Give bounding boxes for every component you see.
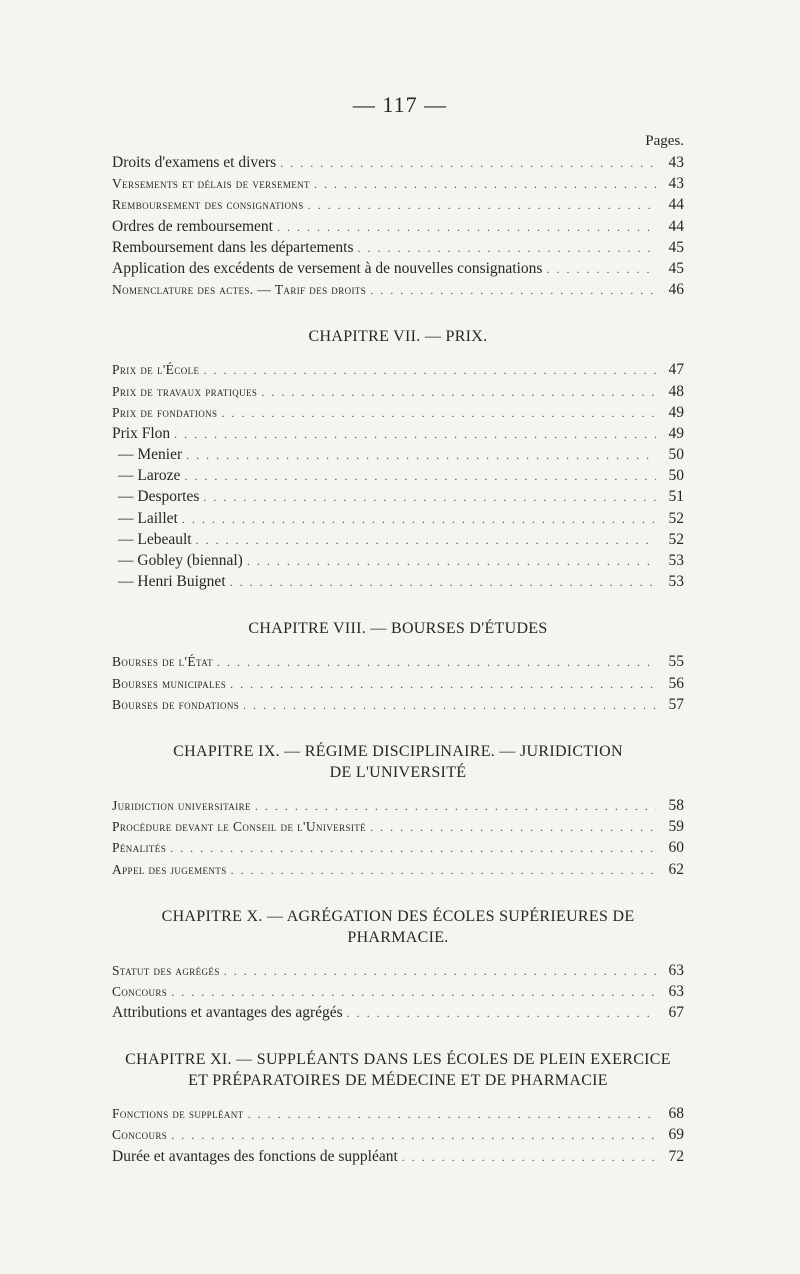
toc-entry-title: Concours [112,1127,168,1143]
toc-entry-page: 44 [668,217,684,235]
dot-leader [217,652,656,673]
toc-entry [112,529,684,550]
dot-leader [171,982,656,1003]
toc-entry-title: — Gobley (biennal) [118,552,243,569]
table-of-contents [112,130,684,1167]
toc-entry-page: 69 [668,1126,684,1144]
toc-entry [112,651,684,672]
toc-entry-page: 72 [668,1147,684,1165]
toc-entry [112,465,684,486]
dot-leader [347,1003,656,1024]
toc-entry-title: Appel des jugements [112,861,227,877]
toc-entry-title: — Laroze [118,467,181,485]
dot-leader [255,796,656,817]
chapter-heading-line: CHAPITRE VII. — PRIX. [308,328,488,346]
toc-entry [112,486,684,507]
toc-entry [112,423,684,444]
dot-leader [221,403,656,424]
toc-entry-title: Prix de travaux pratiques [112,383,258,399]
toc-entry-page: 43 [668,175,684,193]
toc-entry-title: — Lebeault [118,530,192,548]
toc-entry [112,237,684,258]
toc-entry [112,837,684,858]
toc-entry [112,216,684,237]
toc-entry-title: Bourses de fondations [112,696,240,712]
dot-leader [231,860,656,881]
toc-entry [112,152,684,173]
toc-entry-page: 47 [668,361,684,379]
toc-entry-title: Concours [112,983,168,999]
toc-entry [112,1146,684,1167]
toc-entry-title: Bourses municipales [112,675,227,691]
dot-leader [186,445,656,466]
toc-entry-page: 63 [668,961,684,979]
toc-entry-page: 52 [668,509,684,527]
toc-entry-page: 59 [668,818,684,836]
toc-entry [112,859,684,880]
toc-entry-page: 52 [668,530,684,548]
toc-entry [112,258,684,279]
toc-entry [112,1124,684,1145]
dot-leader [308,195,656,216]
toc-entry-page: 50 [668,467,684,485]
chapter-heading [112,618,684,639]
toc-entry-title: Juridiction universitaire [112,797,251,813]
toc-entry [112,673,684,694]
toc-entry-title: Statut des agrégés [112,962,220,978]
toc-entry [112,1103,684,1124]
toc-entry-title: Bourses de l'État [112,654,214,670]
toc-entry-page: 60 [668,839,684,857]
dot-leader [243,695,656,716]
toc-entry [112,173,684,194]
dot-leader [230,674,656,695]
chapter-heading [112,1049,684,1091]
toc-entry [112,694,684,715]
toc-entry-page: 53 [668,573,684,591]
dot-leader [170,838,656,859]
dot-leader [230,572,656,593]
toc-entry-page: 50 [668,446,684,464]
chapter-heading [112,906,684,948]
toc-entry-page: 68 [668,1105,684,1123]
toc-entry-title: — Desportes [118,488,200,506]
toc-entry [112,795,684,816]
toc-entry-title: Ordres de remboursement [112,217,273,235]
dot-leader [224,961,656,982]
dot-leader [402,1147,656,1168]
toc-entry-title: Application des excédents de versement à de nouvelles consignations [112,259,543,277]
chapter-heading-line: CHAPITRE VIII. — BOURSES D'ÉTUDES [248,620,548,638]
dot-leader [203,360,656,381]
toc-entry-page: 67 [668,1004,684,1022]
dot-leader [203,487,656,508]
toc-entry-page: 45 [668,259,684,277]
chapter-heading-line: CHAPITRE X. — AGRÉGATION DES ÉCOLES SUPÉRIEURES DE PHARMACIE. [161,907,635,946]
toc-entry-title: Fonctions de suppléant [112,1106,244,1122]
toc-entry-title: Durée et avantages des fonctions de suppléant [112,1147,398,1165]
dot-leader [174,424,656,445]
dot-leader [370,817,656,838]
page-number: — 117 — [352,92,448,117]
dot-leader [247,551,656,572]
toc-entry [112,402,684,423]
dot-leader [546,259,656,280]
toc-entry [112,194,684,215]
toc-entry-page: 46 [668,281,684,299]
toc-entry-page: 58 [668,796,684,814]
chapter-heading-line: DE L'UNIVERSITÉ [329,763,467,781]
toc-entry [112,550,684,571]
toc-entry [112,571,684,592]
dot-leader [171,1125,656,1146]
toc-entry-page: 49 [668,424,684,442]
chapter-heading [112,741,684,783]
dot-leader [184,466,656,487]
dot-leader [277,217,656,238]
toc-entry-page: 51 [668,488,684,506]
toc-entry-title: Prix de l'École [112,362,200,378]
toc-entry [112,279,684,300]
dot-leader [261,382,656,403]
toc-entry-page: 43 [668,154,684,171]
dot-leader [314,174,656,195]
dot-leader [248,1104,656,1125]
toc-entry-title: Remboursement dans les départements [112,238,354,256]
chapter-heading-line: CHAPITRE IX. — RÉGIME DISCIPLINAIRE. — JURIDICTION [173,742,623,760]
toc-entry [112,381,684,402]
toc-entry-title: Remboursement des consignations [112,197,304,213]
toc-entry-title: Attributions et avantages des agrégés [112,1004,343,1022]
toc-entry-title: Procédure devant le Conseil de l'Université [112,819,367,835]
toc-entry-page: 62 [668,860,684,878]
toc-entry-title: Versements et délais de versement [112,176,310,192]
dot-leader [357,238,656,259]
toc-entry [112,359,684,380]
toc-entry [112,981,684,1002]
toc-entry [112,508,684,529]
toc-entry-title: Prix de fondations [112,404,218,420]
toc-entry [112,444,684,465]
toc-entry-title: Prix Flon [112,424,171,442]
toc-entry-title: Droits d'examens et divers [112,154,277,171]
toc-entry-title: Pénalités [112,840,167,856]
toc-entry [112,1002,684,1023]
toc-entry-page: 45 [668,238,684,256]
toc-entry-page: 63 [668,982,684,1000]
toc-entry [112,960,684,981]
toc-entry-page: 44 [668,196,684,214]
pages-column-label: Pages. [645,133,684,149]
toc-entry-title: — Menier [118,446,183,464]
dot-leader [370,280,656,301]
toc-entry-page: 57 [668,695,684,713]
chapter-heading [112,326,684,347]
dot-leader [182,509,656,530]
toc-entry-page: 49 [668,403,684,421]
toc-entry-title: — Laillet [118,509,178,527]
toc-entry-title: — Henri Buignet [118,573,226,591]
dot-leader [196,530,656,551]
chapter-heading-line: CHAPITRE XI. — SUPPLÉANTS DANS LES ÉCOLES DE PLEIN EXERCICE [125,1051,671,1069]
toc-entry-page: 55 [668,653,684,671]
toc-entry [112,816,684,837]
toc-entry-page: 53 [668,552,684,569]
chapter-heading-line: ET PRÉPARATOIRES DE MÉDECINE ET DE PHARMACIE [188,1072,608,1090]
toc-entry-page: 48 [668,382,684,400]
toc-entry-title: Nomenclature des actes. — Tarif des droits [112,282,367,298]
dot-leader [280,153,656,174]
toc-entry-page: 56 [668,674,684,692]
